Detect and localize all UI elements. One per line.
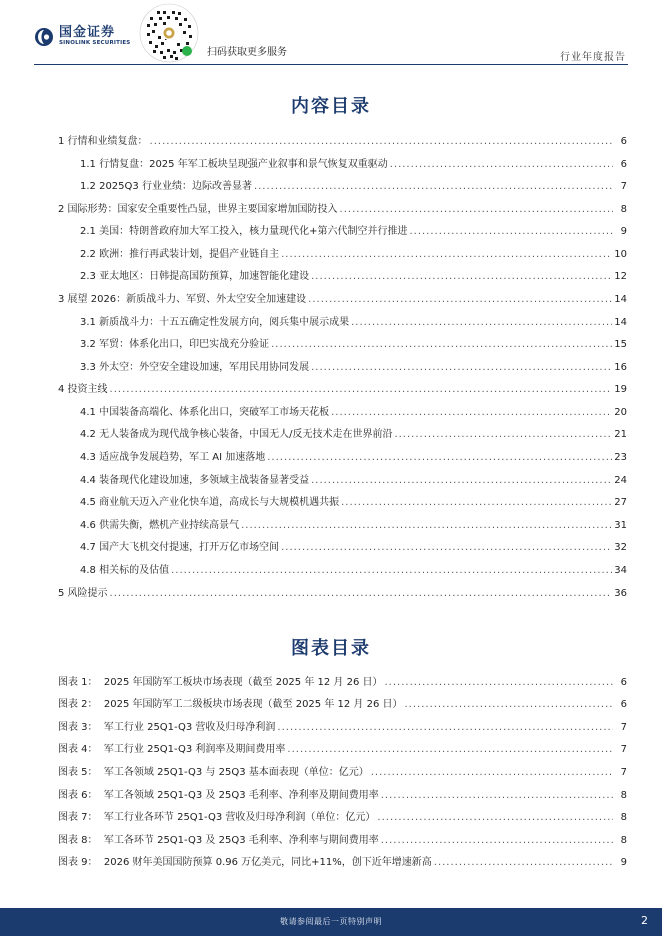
toc-entry-label: 4.3 适应战争发展趋势，军工 AI 加速落地 xyxy=(80,452,266,463)
toc-entry[interactable] xyxy=(80,338,627,351)
toc-entry-label: 3.1 新质战斗力：十五五确定性发展方向，阅兵集中展示成果 xyxy=(80,317,350,328)
figure-entry-label: 图表 7： 军工行业各环节 25Q1-Q3 营收及归母净利润（单位：亿元） xyxy=(58,812,376,823)
toc-entry-label: 2.1 美国：特朗普政府加大军工投入，核力量现代化+第六代制空并行推进 xyxy=(80,226,408,237)
toc-entry-page: 9 xyxy=(620,226,627,237)
toc-entry[interactable] xyxy=(80,316,627,329)
toc-entry[interactable] xyxy=(80,180,627,193)
toc-entry[interactable] xyxy=(80,270,627,283)
figure-leader-dots xyxy=(287,743,613,756)
toc-entry[interactable] xyxy=(80,541,627,554)
figure-entry[interactable] xyxy=(58,721,627,734)
figure-entry-page: 7 xyxy=(620,767,627,778)
toc-entry-page: 15 xyxy=(614,339,627,350)
figure-entry-label: 图表 9： 2026 财年美国国防预算 0.96 万亿美元，同比+11%，创下近年增速新高 xyxy=(58,857,432,868)
toc-leader-dots xyxy=(340,203,613,216)
figure-entry-label: 图表 8： 军工各环节 25Q1-Q3 及 25Q3 毛利率、净利率与期间费用率 xyxy=(58,835,379,846)
figure-entry-page: 7 xyxy=(620,722,627,733)
toc-entry-page: 10 xyxy=(614,249,627,260)
page-footer xyxy=(0,908,662,936)
figure-entry[interactable] xyxy=(58,856,627,869)
toc-entry-label: 4.4 装备现代化建设加速，多领域主战装备显著受益 xyxy=(80,475,310,486)
footer-disclaimer: 敬请参阅最后一页特别声明 xyxy=(280,917,382,926)
toc-entry-page: 36 xyxy=(614,588,627,599)
figure-leader-dots xyxy=(377,811,613,824)
toc-entry-page: 14 xyxy=(614,294,627,305)
toc-entry[interactable] xyxy=(80,361,627,374)
toc-entry-page: 21 xyxy=(614,429,627,440)
toc-entry[interactable] xyxy=(80,564,627,577)
toc-entry-label: 4.8 相关标的及估值 xyxy=(80,565,170,576)
toc-entry-page: 24 xyxy=(614,475,627,486)
toc-entry[interactable] xyxy=(80,158,627,171)
toc-leader-dots xyxy=(351,316,612,329)
toc-entry-label: 3.3 外太空：外空安全建设加速，军用民用协同发展 xyxy=(80,362,310,373)
figure-entry-page: 6 xyxy=(620,677,627,688)
toc-entry-page: 20 xyxy=(614,407,627,418)
toc-entry[interactable] xyxy=(58,203,627,216)
toc-entry-label: 1.2 2025Q3 行业业绩：边际改善显著 xyxy=(80,181,252,192)
figure-entry-page: 8 xyxy=(620,835,627,846)
figure-entry[interactable] xyxy=(58,743,627,756)
figure-entry[interactable] xyxy=(58,811,627,824)
figures-title: 图表目录 xyxy=(291,638,371,659)
figure-entry-page: 8 xyxy=(620,790,627,801)
figure-entry-page: 7 xyxy=(620,744,627,755)
figure-entry-label: 图表 2： 2025 年国防军工二级板块市场表现（截至 2025 年 12 月 26 日） xyxy=(58,699,403,710)
report-type-label: 行业年度报告 xyxy=(560,52,626,63)
figure-leader-dots xyxy=(385,676,614,689)
toc-entry-label: 5 风险提示 xyxy=(58,588,108,599)
toc-entry-page: 32 xyxy=(614,542,627,553)
toc-leader-dots xyxy=(271,338,612,351)
figure-entry-label: 图表 5： 军工各领域 25Q1-Q3 与 25Q3 基本面表现（单位：亿元） xyxy=(58,767,369,778)
figure-leader-dots xyxy=(405,698,614,711)
toc-leader-dots xyxy=(390,158,613,171)
figure-entry-page: 8 xyxy=(620,812,627,823)
toc-leader-dots xyxy=(409,225,613,238)
page-number: 2 xyxy=(641,914,648,927)
company-logo xyxy=(34,26,130,47)
toc-leader-dots xyxy=(254,180,613,193)
figure-entry-page: 6 xyxy=(620,699,627,710)
toc-entry-label: 2.3 亚太地区：日韩提高国防预算，加速智能化建设 xyxy=(80,271,310,282)
figure-entry-label: 图表 6： 军工各领域 25Q1-Q3 及 25Q3 毛利率、净利率及期间费用率 xyxy=(58,790,379,801)
page-header xyxy=(0,0,662,66)
figure-leader-dots xyxy=(381,789,613,802)
toc-entry-page: 34 xyxy=(614,565,627,576)
toc-leader-dots xyxy=(311,361,612,374)
toc-entry[interactable] xyxy=(80,496,627,509)
toc-entry-label: 3 展望 2026：新质战斗力、军贸、外太空安全加速建设 xyxy=(58,294,307,305)
figure-leader-dots xyxy=(434,856,613,869)
toc-entry[interactable] xyxy=(80,451,627,464)
toc-entry-label: 4.1 中国装备高端化、体系化出口，突破军工市场天花板 xyxy=(80,407,330,418)
toc-entry-page: 27 xyxy=(614,497,627,508)
toc-entry-label: 4.5 商业航天迈入产业化快车道，高成长与大规模机遇共振 xyxy=(80,497,340,508)
toc-leader-dots xyxy=(110,383,613,396)
toc-leader-dots xyxy=(281,541,612,554)
sinolink-logo-icon xyxy=(34,27,54,47)
qr-code-icon xyxy=(139,3,199,63)
toc-leader-dots xyxy=(311,474,612,487)
figure-leader-dots xyxy=(277,721,613,734)
toc-leader-dots xyxy=(394,428,612,441)
toc-entry-page: 23 xyxy=(614,452,627,463)
toc-entry[interactable] xyxy=(80,248,627,261)
toc-entry-page: 31 xyxy=(614,520,627,531)
figure-entry[interactable] xyxy=(58,766,627,779)
toc-entry[interactable] xyxy=(58,587,627,600)
toc-entry-page: 8 xyxy=(620,204,627,215)
figure-entry-label: 图表 4： 军工行业 25Q1-Q3 利润率及期间费用率 xyxy=(58,744,286,755)
toc-leader-dots xyxy=(267,451,612,464)
toc-entry[interactable] xyxy=(58,135,627,148)
toc-leader-dots xyxy=(308,293,612,306)
figure-entry[interactable] xyxy=(58,834,627,847)
figure-entry[interactable] xyxy=(58,698,627,711)
toc-entry[interactable] xyxy=(58,383,627,396)
figure-entry[interactable] xyxy=(58,789,627,802)
toc-leader-dots xyxy=(171,564,612,577)
toc-leader-dots xyxy=(331,406,612,419)
figure-entry[interactable] xyxy=(58,676,627,689)
logo-english-name: SINOLINK SECURITIES xyxy=(59,40,131,46)
toc-leader-dots xyxy=(150,135,613,148)
toc-entry-label: 2 国际形势：国家安全重要性凸显，世界主要国家增加国防投入 xyxy=(58,204,338,215)
figure-leader-dots xyxy=(371,766,613,779)
logo-chinese-name: 国金证券 xyxy=(59,25,116,40)
figure-entry-label: 图表 3： 军工行业 25Q1-Q3 营收及归母净利润 xyxy=(58,722,276,733)
toc-entry-label: 4.7 国产大飞机交付提速，打开万亿市场空间 xyxy=(80,542,280,553)
toc-entry-page: 14 xyxy=(614,317,627,328)
toc-entry[interactable] xyxy=(80,519,627,532)
toc-entry-page: 7 xyxy=(620,181,627,192)
toc-entry-page: 6 xyxy=(620,136,627,147)
toc-leader-dots xyxy=(281,248,612,261)
toc-title: 内容目录 xyxy=(291,96,371,117)
toc-entry-label: 2.2 欧洲：推行再武装计划，提倡产业链自主 xyxy=(80,249,280,260)
toc-entry-label: 1.1 行情复盘：2025 年军工板块呈现强产业叙事和景气恢复双重驱动 xyxy=(80,159,388,170)
qr-caption: 扫码获取更多服务 xyxy=(207,47,287,58)
toc-entry-page: 16 xyxy=(614,362,627,373)
toc-leader-dots xyxy=(311,270,612,283)
toc-entry[interactable] xyxy=(58,293,627,306)
toc-entry-page: 6 xyxy=(620,159,627,170)
toc-entry-page: 19 xyxy=(614,384,627,395)
toc-entry[interactable] xyxy=(80,428,627,441)
toc-leader-dots xyxy=(341,496,612,509)
toc-entry[interactable] xyxy=(80,474,627,487)
toc-leader-dots xyxy=(110,587,613,600)
toc-entry-label: 1 行情和业绩复盘： xyxy=(58,136,148,147)
toc-entry[interactable] xyxy=(80,406,627,419)
toc-entry[interactable] xyxy=(80,225,627,238)
toc-entry-page: 12 xyxy=(614,271,627,282)
figure-entry-label: 图表 1： 2025 年国防军工板块市场表现（截至 2025 年 12 月 26 日） xyxy=(58,677,383,688)
figure-leader-dots xyxy=(381,834,613,847)
header-divider xyxy=(34,64,628,65)
figure-entry-page: 9 xyxy=(620,857,627,868)
toc-entry-label: 4.2 无人装备成为现代战争核心装备，中国无人/反无技术走在世界前沿 xyxy=(80,429,393,440)
toc-entry-label: 3.2 军贸：体系化出口，印巴实战充分验证 xyxy=(80,339,270,350)
toc-entry-label: 4 投资主线 xyxy=(58,384,108,395)
toc-leader-dots xyxy=(241,519,612,532)
toc-entry-label: 4.6 供需失衡，燃机产业持续高景气 xyxy=(80,520,240,531)
